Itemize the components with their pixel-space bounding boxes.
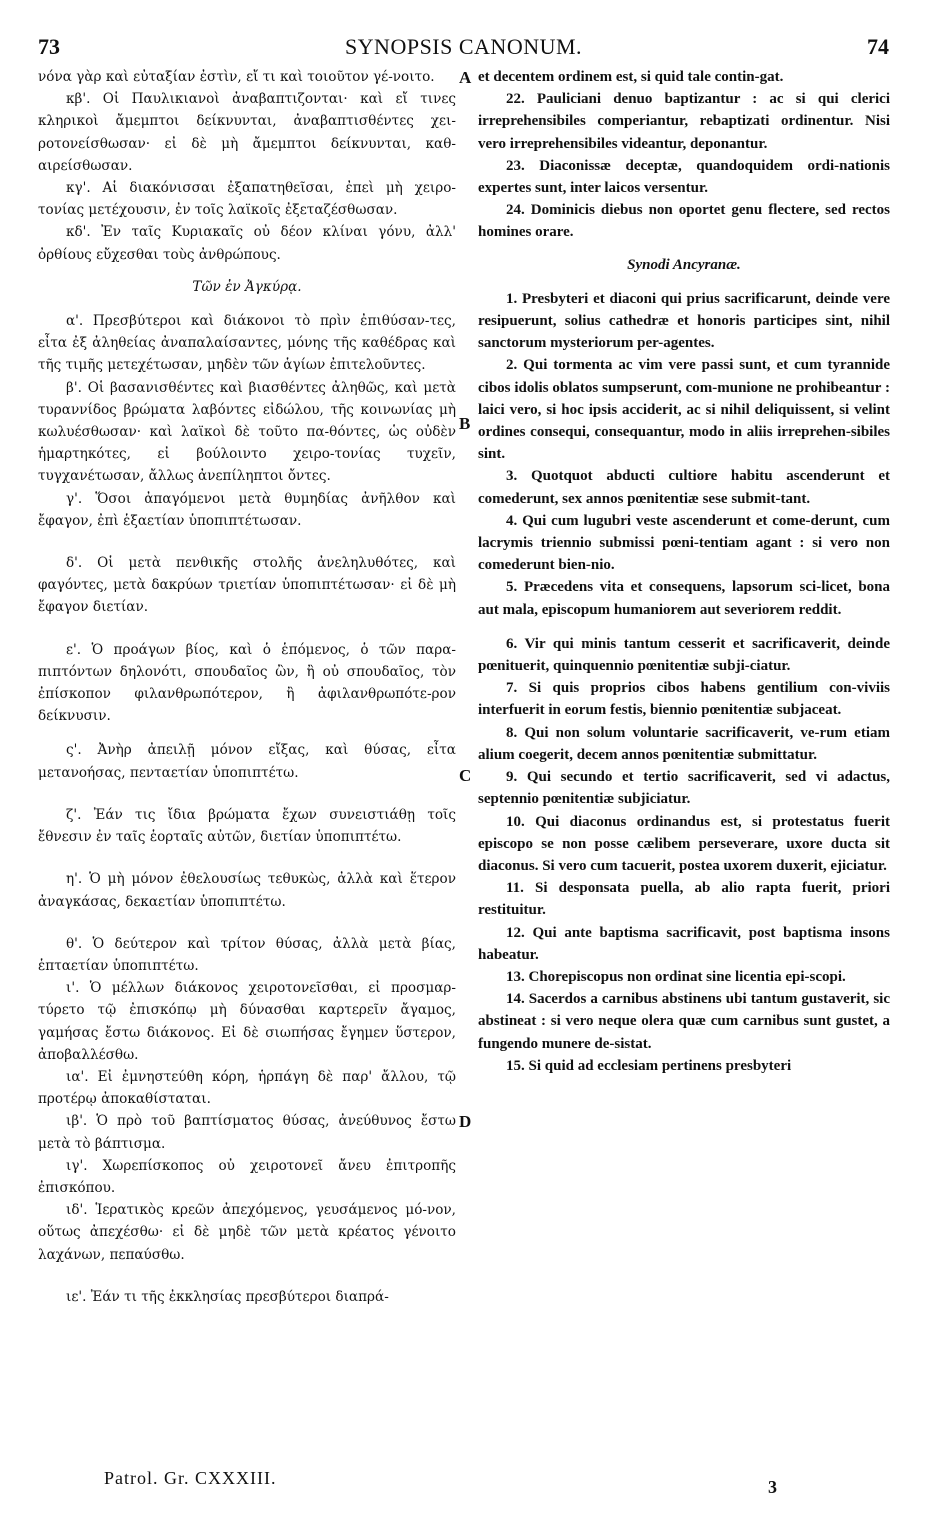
- latin-canon-14: 14. Sacerdos a carnibus abstinens ubi tantum gustaverit, sic abstineat : si vero neque olera quæ cum carnibus sunt gustet, a fungendo munere de-sistat.: [478, 991, 890, 1052]
- latin-canon-9: 9. Qui secundo et tertio sacrificaverit, sed vi adactus, septennio pœnitentiæ subjiciatur.: [478, 769, 890, 808]
- running-title: SYNOPSIS CANONUM.: [344, 34, 583, 59]
- latin-canon-24: 24. Dominicis diebus non oportet genu flectere, sed rectos homines orare.: [478, 202, 890, 241]
- greek-section-heading: Τῶν ἐν Ἀγκύρᾳ.: [192, 278, 302, 295]
- greek-canon-8: η'. Ὁ μὴ μόνον ἐθελουσίως τεθυκὼς, ἀλλὰ καὶ ἕτερον ἀναγκάσας, δεκαετίαν ὑποπιπτέτω.: [38, 871, 456, 910]
- greek-canon-1: α'. Πρεσβύτεροι καὶ διάκονοι τὸ πρὶν ἐπιθύσαν-τες, εἶτα ἐξ ἀληθείας ἀναπαλαίσαντες, μόνης τῆς καθέδρας καὶ τῆς τιμῆς μετεχέτωσαν, μηδὲν τῶν ἁγίων ἐπιτελοῦντες.: [38, 313, 456, 374]
- right-page-number: 74: [867, 34, 889, 59]
- greek-canon-3: γ'. Ὅσοι ἀπαγόμενοι μετὰ θυμηδίας ἀνῆλθον καὶ ἔφαγον, ἐπὶ ἑξαετίαν ὑποπιπτέτωσαν.: [38, 490, 456, 529]
- latin-para-0: et decentem ordinem est, si quid tale contin-gat.: [478, 69, 784, 85]
- latin-canon-11: 11. Si desponsata puella, ab alio rapta fuerit, priori restituitur.: [478, 880, 890, 919]
- latin-canon-5: 5. Præcedens vita et consequens, lapsorum sci-licet, bona aut mala, episcopum humaniorem aut severiorem reddit.: [478, 579, 890, 618]
- greek-column: [38, 66, 456, 1308]
- greek-canon-23: κγ'. Αἱ διακόνισσαι ἐξαπατηθεῖσαι, ἐπεὶ μὴ χειρο-τονίας μετέχουσιν, ἐν τοῖς λαϊκοῖς ἐξεταζέσθωσαν.: [38, 180, 456, 219]
- latin-canon-6: 6. Vir qui minis tantum cesserit et sacrificaverit, deinde pœnituerit, quinquennio pœnitentiæ subji-ciatur.: [478, 635, 890, 675]
- latin-canon-8: 8. Qui non solum voluntarie sacrificaverit, ve-rum etiam alium coegerit, decem annos pœnitentiæ submittatur.: [478, 724, 890, 763]
- latin-canon-12: 12. Qui ante baptisma sacrificavit, post baptisma insons habeatur.: [478, 924, 890, 963]
- latin-column: [478, 66, 890, 1077]
- greek-canon-4: δ'. Οἱ μετὰ πενθικῆς στολῆς ἀνεληλυθότες, καὶ φαγόντες, μετὰ δακρύων τριετίαν ὑποπιπτέτωσαν· εἰ δὲ μὴ ἔφαγον διετίαν.: [38, 555, 456, 616]
- left-page-number: 73: [38, 34, 60, 59]
- greek-canon-14: ιδ'. Ἱερατικὸς κρεῶν ἀπεχόμενος, γευσάμενος μό-νον, οὕτως ἀπεχέσθω· εἰ δὲ μηδὲ τῶν μετὰ κρέατος γένοιτο λαχάνων, πεπαύσθω.: [38, 1202, 456, 1263]
- margin-marker-d: D: [459, 1112, 472, 1131]
- latin-canon-15: 15. Si quid ad ecclesiam pertinens presbyteri: [506, 1057, 792, 1074]
- latin-canon-3: 3. Quotquot abducti cultiore habitu ascenderunt et comederunt, sex annos pœnitentiæ sese submit-tant.: [478, 468, 890, 507]
- latin-canon-10: 10. Qui diaconus ordinandus est, si protestatus fuerit episcopo se non posse cælibem perseverare, uxore ducta sit diaconus. Si vero cum tacuerit, postea uxorem duxerit, ejiciatur.: [478, 813, 890, 874]
- latin-canon-1: 1. Presbyteri et diaconi qui prius sacrificarunt, deinde vere resipuerunt, solius cathedræ et honoris participes sint, nihil sanctorum mysteriorum per-agentes.: [478, 290, 890, 352]
- greek-para-0: νόνα γὰρ καὶ εὐταξίαν ἐστὶν, εἴ τι καὶ τοιοῦτον γέ-νοιτο.: [38, 69, 435, 85]
- latin-canon-2: 2. Qui tormenta ac vim vere passi sunt, et cum tyrannide cibos idolis oblatos sumpserunt, com-munione ne prohibeantur : laici vero, si hoc ipsis acciderit, ac si nihil deliquissent, si velint ordines consequi, consequantur, modo in aliis irreprehen-sibiles sint.: [478, 357, 890, 463]
- greek-canon-6: ς'. Ἀνὴρ ἀπειλῇ μόνον εἴξας, καὶ θύσας, εἶτα μετανοήσας, πενταετίαν ὑποπιπτέτω.: [38, 742, 456, 781]
- margin-marker-a: A: [459, 68, 472, 87]
- greek-canon-24: κδ'. Ἐν ταῖς Κυριακαῖς οὐ δέον κλίναι γόνυ, ἀλλ' ὀρθίους εὔχεσθαι τοὺς ἀνθρώπους.: [38, 224, 456, 263]
- latin-section-heading: Synodi Ancyranæ.: [627, 256, 741, 273]
- greek-canon-2: β'. Οἱ βασανισθέντες καὶ βιασθέντες ἀληθῶς, καὶ μετὰ τυραννίδος βρώματα λαβόντες εἰδώλου, τῆς κοινωνίας μὴ κωλυέσθωσαν· καὶ λαϊκοὶ δὲ τοῦτο πα-θόντες, ὡς οὐδὲν ἡμαρτηκότες, εἰ βούλοιντο χειρο-τονίας τυχεῖν, τυγχανέτωσαν, ἄλλως ἀνεπίληπτοι ὄντες.: [38, 379, 456, 485]
- margin-marker-c: C: [459, 766, 472, 785]
- series-footer: Patrol. Gr. CXXXIII.: [104, 1468, 277, 1488]
- greek-canon-7: ζ'. Ἐάν τις ἴδια βρώματα ἔχων συνειστιάθῃ τοῖς ἔθνεσιν ἐν ταῖς ἑορταῖς αὐτῶν, διετίαν ὑποπιπτέτω.: [38, 806, 456, 846]
- greek-canon-12: ιβ'. Ὁ πρὸ τοῦ βαπτίσματος θύσας, ἀνεύθυνος ἔστω μετὰ τὸ βάπτισμα.: [38, 1113, 456, 1152]
- latin-canon-13: 13. Chorepiscopus non ordinat sine licentia epi-scopi.: [506, 968, 846, 985]
- greek-canon-15: ιε'. Ἐάν τι τῆς ἐκκλησίας πρεσβύτεροι διαπρά-: [66, 1288, 389, 1305]
- margin-marker-b: B: [459, 414, 471, 433]
- greek-canon-11: ια'. Εἰ ἐμνηστεύθη κόρη, ἡρπάγη δὲ παρ' ἄλλου, τῷ προτέρῳ ἀποκαθίσταται.: [38, 1068, 456, 1108]
- page-header: [0, 34, 927, 64]
- greek-canon-22: κβ'. Οἱ Παυλικιανοὶ ἀναβαπτιζονται· καὶ εἴ τινες κληρικοὶ ἄμεμπτοι δείκνυνται, ἀναβαπτισθέντες χει-ροτονείσθωσαν· εἰ δὲ μὴ ἄμεμπτοι δείκνυνται, καθ-αιρείσθωσαν.: [38, 91, 456, 174]
- latin-canon-22: 22. Pauliciani denuo baptizantur : ac si qui clerici irreprehensibiles comperiantur, rebaptizati ordinentur. Nisi vero irreprehensibiles videantur, deponantur.: [478, 91, 890, 152]
- latin-canon-4: 4. Qui cum lugubri veste ascenderunt et come-derunt, cum lacrymis triennio submissi pœni-tentiam agant : si vero non comederunt bien-nio.: [478, 512, 890, 574]
- latin-canon-23: 23. Diaconissæ deceptæ, quandoquidem ordi-nationis expertes sunt, inter laicos versentur.: [478, 157, 890, 197]
- greek-canon-10: ι'. Ὁ μέλλων διάκονος χειροτονεῖσθαι, εἰ προσμαρ-τύρετο τῷ ἐπισκόπῳ μὴ δύνασθαι καρτερεῖν ἄγαμος, γαμήσας ἔστω διάκονος. Εἰ δὲ σιωπήσας ἔγημεν ὕστερον, ἀποβαλλέσθω.: [38, 980, 456, 1063]
- greek-canon-5: ε'. Ὁ προάγων βίος, καὶ ὁ ἑπόμενος, ὁ τῶν παρα-πιπτόντων δηλονότι, σπουδαῖος ὢν, ἢ οὐ σπουδαῖος, τὸν ἐπίσκοπον φιλανθρωπότερον, ἢ ἀφιλανθρωπότε-ρον δείκνυσιν.: [38, 641, 456, 725]
- greek-canon-13: ιγ'. Χωρεπίσκοπος οὐ χειροτονεῖ ἄνευ ἐπιτροπῆς ἐπισκόπου.: [38, 1157, 456, 1196]
- signature-mark: 3: [768, 1477, 777, 1497]
- greek-canon-9: θ'. Ὁ δεύτερον καὶ τρίτον θύσας, ἀλλὰ μετὰ βίας, ἑπταετίαν ὑποπιπτέτω.: [38, 935, 456, 974]
- latin-canon-7: 7. Si quis proprios cibos habens gentilium con-viviis interfuerit in eorum festis, biennio pœnitentiæ subjaceat.: [478, 680, 890, 719]
